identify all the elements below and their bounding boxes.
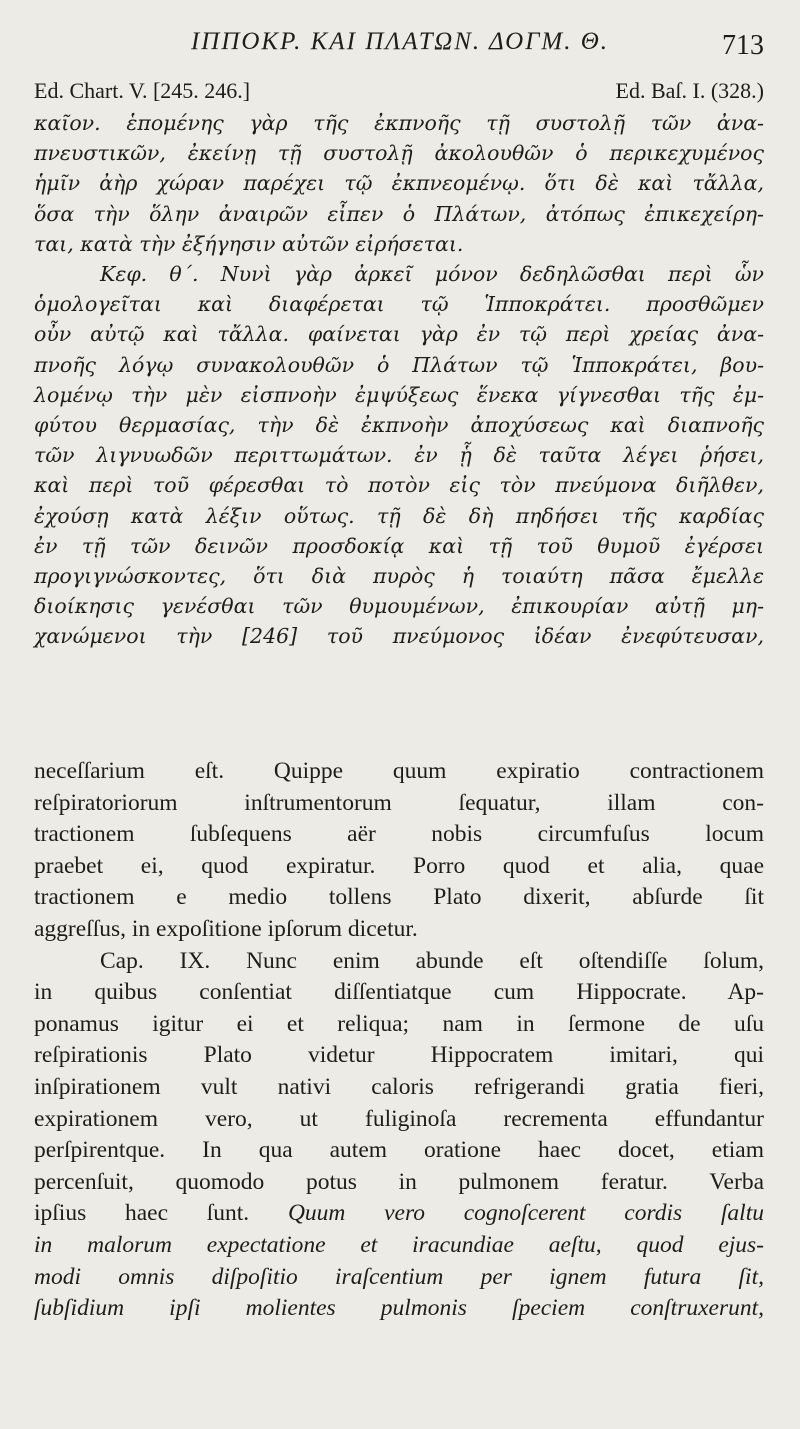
latin-line: reſpiratoriorum inſtrumentorum ſequatur, illam con-: [34, 789, 764, 816]
latin-line: neceſſarium eſt. Quippe quum expiratio contractionem: [34, 758, 764, 784]
greek-line: ἡμῖν ἀὴρ χώραν παρέχει τῷ ἐκπνεομένῳ. ὅτι δὲ καὶ τἄλλα,: [34, 171, 764, 196]
greek-line: ται, κατὰ τὴν ἐξήγησιν αὐτῶν εἰρήσεται.: [34, 231, 464, 256]
greek-line: χανώμενοι τὴν [246] τοῦ πνεύμονος ἰδέαν ἐνεφύτευσαν,: [34, 624, 764, 649]
latin-line: tractionem ſubſequens aër nobis circumfuſus locum: [34, 821, 764, 848]
latin-line: ponamus igitur ei et reliqua; nam in ſermone de uſu: [34, 1010, 764, 1037]
greek-line: Κεφ. θ΄. Νυνὶ γὰρ ἀρκεῖ μόνον δεδηλῶσθαι περὶ ὧν: [100, 262, 764, 287]
latin-italic-quote: Quum vero cognoſcerent cordis ſaltu: [287, 1200, 764, 1227]
latin-line: reſpirationis Plato videtur Hippocratem imitari, qui: [34, 1042, 764, 1069]
edition-line: [34, 78, 764, 104]
edition-left: Ed. Chart. V. [245. 246.]: [34, 78, 251, 103]
greek-line: ἐν τῇ τῶν δεινῶν προσδοκίᾳ καὶ τῇ τοῦ θυμοῦ ἐγέρσει: [34, 533, 764, 558]
latin-line: in malorum expectatione et iracundiae aeſtu, quod ejus-: [34, 1231, 764, 1258]
greek-line: ἐχούσῃ κατὰ λέξιν οὕτως. τῇ δὲ δὴ πηδήσει τῆς καρδίας: [34, 503, 764, 528]
latin-line: in quibus conſentiat diſſentiatque cum Hippocrate. Ap-: [34, 979, 764, 1006]
latin-line: aggreſſus, in expoſitione ipſorum dicetur.: [34, 915, 418, 942]
latin-text-block: [34, 756, 764, 1325]
greek-line: οὖν αὐτῷ καὶ τἄλλα. φαίνεται γὰρ ἐν τῷ περὶ χρείας ἀνα-: [34, 322, 764, 347]
latin-line: expirationem vero, ut fuliginoſa recrementa effundantur: [34, 1105, 764, 1132]
greek-line: καὶ περὶ τοῦ φέρεσθαι τὸ ποτὸν εἰς τὸν πνεύμονα διῆλθεν,: [34, 473, 764, 498]
greek-line: πνευστικῶν, ἐκείνῃ τῇ συστολῇ ἀκολουθῶν ὁ περικεχυμένος: [34, 141, 764, 166]
greek-line: προγιγνώσκοντες, ὅτι διὰ πυρὸς ἡ τοιαύτη πᾶσα ἔμελλε: [34, 564, 764, 589]
latin-line: ſubſidium ipſi molientes pulmonis ſpeciem conſtruxerunt,: [34, 1295, 764, 1322]
greek-line: τῶν λιγνυωδῶν περιττωμάτων. ἐν ᾗ δὲ ταῦτα λέγει ῥήσει,: [34, 443, 764, 468]
greek-line: λομένῳ τὴν μὲν εἰσπνοὴν ἐμψύξεως ἕνεκα γίγνεσθαι τῆς ἐμ-: [34, 382, 764, 407]
greek-line: καῖον. ἑπομένης γὰρ τῆς ἐκπνοῆς τῇ συστολῇ τῶν ἀνα-: [34, 111, 764, 135]
greek-line: πνοῆς λόγῳ συνακολουθῶν ὁ Πλάτων τῷ Ἱπποκράτει, βου-: [34, 352, 764, 377]
greek-text-block: [34, 108, 764, 652]
latin-line: [34, 1198, 764, 1230]
page-number: 713: [722, 30, 764, 61]
greek-line: φύτου θερμασίας, τὴν δὲ ἐκπνοὴν ἀποχύσεως καὶ διαπνοῆς: [34, 413, 764, 438]
greek-line: ὁμολογεῖται καὶ διαφέρεται τῷ Ἱπποκράτει. προσθῶμεν: [34, 292, 764, 317]
latin-line: tractionem e medio tollens Plato dixerit, abſurde ſit: [34, 884, 764, 911]
latin-line: perſpirentque. In qua autem oratione haec docet, etiam: [34, 1137, 764, 1164]
latin-line: inſpirationem vult nativi caloris refrigerandi gratia fieri,: [34, 1073, 764, 1100]
greek-line: διοίκησις γενέσθαι τῶν θυμουμένων, ἐπικουρίαν αὐτῇ μη-: [34, 594, 764, 619]
running-head: ΙΠΠΟΚΡ. ΚΑΙ ΠΛΑΤΩΝ. ΔΟΓΜ. Θ.: [190, 28, 610, 55]
latin-upright-segment: ipſius haec ſunt.: [34, 1200, 250, 1227]
latin-line: praebet ei, quod expiratur. Porro quod et alia, quae: [34, 852, 764, 879]
latin-line: Cap. IX. Nunc enim abunde eſt oſtendiſſe ſolum,: [100, 947, 764, 974]
edition-right: Ed. Baſ. I. (328.): [615, 78, 764, 103]
greek-line: ὅσα τὴν ὅλην ἀναιρῶν εἶπεν ὁ Πλάτων, ἀτόπως ἐπικεχείρη-: [34, 201, 764, 226]
latin-line: modi omnis diſpoſitio iraſcentium per ignem futura ſit,: [34, 1263, 764, 1290]
latin-line: percenſuit, quomodo potus in pulmonem feratur. Verba: [34, 1168, 764, 1195]
